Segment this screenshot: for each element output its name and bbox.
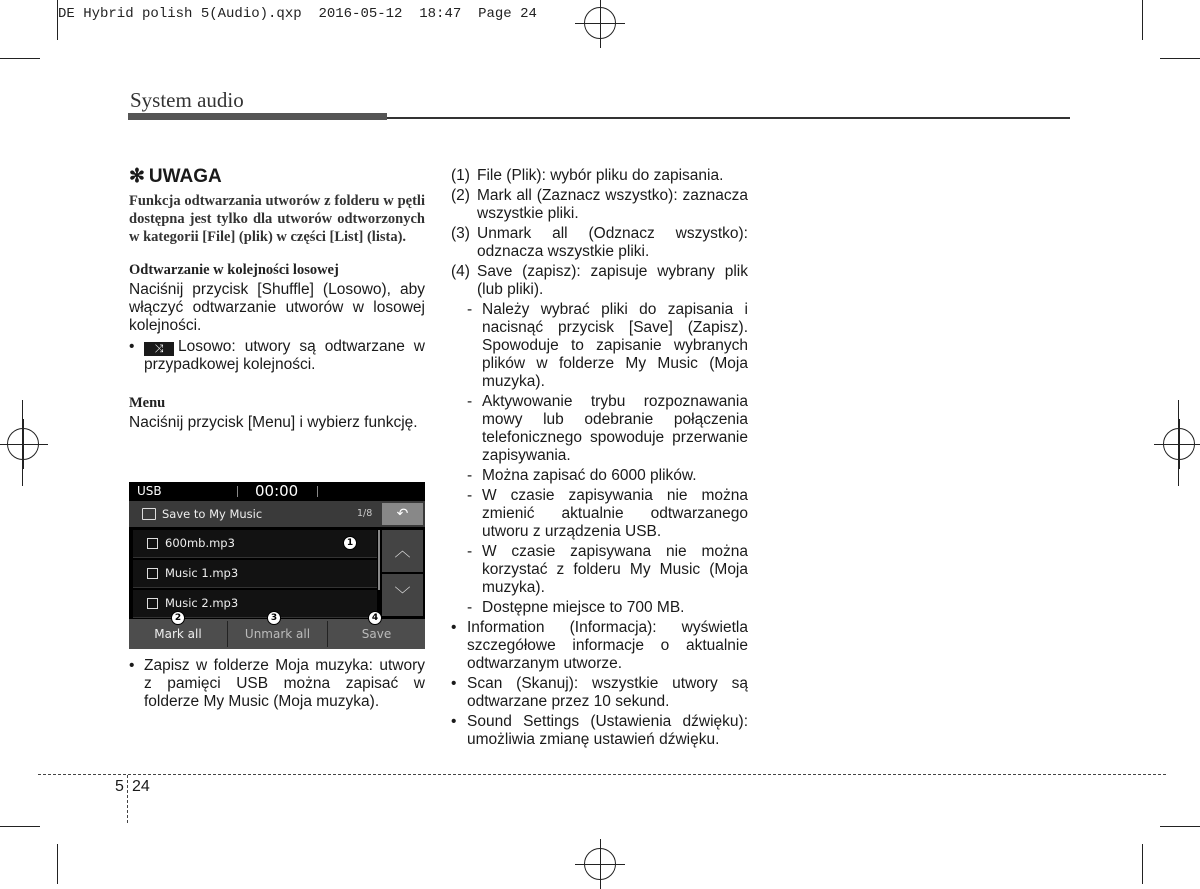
bullet-item: • Scan (Skanuj): wszystkie utwory są odtwarzane przez 10 sekund.	[451, 675, 748, 710]
bullet-text: Information (Informacja): wyświetla szczegółowe informacje o aktualnie odtwarzanym utworze.	[467, 619, 748, 672]
item-text: Unmark all (Odznacz wszystko): odznacza wszystkie pliki.	[477, 225, 748, 260]
note-body: Funkcja odtwarzania utworów z folderu w pętli dostępna jest tylko dla utworów odtworzonych w kategorii [File] (plik) w części [List] (lista).	[129, 193, 425, 245]
scroll-down-button[interactable]	[382, 574, 423, 616]
bullet-dot: •	[129, 338, 135, 355]
file-name: Music 2.mp3	[165, 596, 239, 610]
scroll-up-button[interactable]	[382, 530, 423, 572]
callout-3: 3	[267, 611, 281, 625]
mark-all-button[interactable]: Mark all	[154, 627, 202, 641]
right-column	[451, 167, 748, 751]
divider	[317, 486, 318, 497]
save-bullet	[129, 657, 425, 711]
crop-mark	[0, 826, 40, 827]
numbered-item	[451, 167, 748, 185]
file-row[interactable]	[133, 590, 377, 618]
crop-mark	[57, 844, 58, 884]
callout-1: 1	[343, 536, 357, 550]
save-bullet-text: Zapisz w folderze Moja muzyka: utwory z pamięci USB można zapisać w folderze My Music (Moja muzyka).	[144, 657, 425, 710]
dash-text: Można zapisać do 6000 plików.	[482, 467, 697, 484]
file-name: Music 1.mp3	[165, 566, 239, 580]
checkbox[interactable]	[147, 538, 158, 549]
dash-item: - W czasie zapisywana nie można korzystać z folderu My Music (Moja muzyka).	[467, 543, 748, 596]
file-row[interactable]	[133, 560, 377, 588]
footer-rule	[38, 774, 1166, 775]
back-button[interactable]	[382, 503, 423, 525]
chevron-up-icon: ︿	[394, 541, 411, 560]
title-rule	[128, 113, 387, 120]
crop-mark	[1178, 400, 1179, 486]
menu-heading: Menu	[129, 395, 166, 411]
checkbox[interactable]	[147, 568, 158, 579]
crop-mark	[57, 0, 58, 40]
page-indicator: 1/8	[357, 508, 373, 519]
numbered-item	[451, 225, 748, 261]
crop-mark	[22, 400, 23, 486]
usb-screen	[129, 482, 425, 649]
callout-2: 2	[171, 611, 185, 625]
crop-mark	[1160, 826, 1200, 827]
registration-mark-icon	[584, 7, 616, 39]
folder-title: Save to My Music	[162, 507, 263, 521]
dash-text: W czasie zapisywania nie można zmienić aktualnie odtwarzanego utworu z urządzenia USB.	[482, 487, 748, 540]
left-column	[129, 165, 425, 432]
crop-mark	[1142, 844, 1143, 884]
dash-item: - Dostępne miejsce to 700 MB.	[467, 599, 748, 617]
shuffle-text: Naciśnij przycisk [Shuffle] (Losowo), aby włączyć odtwarzanie utworów w losowej kolejności.	[129, 281, 425, 334]
source-label: USB	[137, 484, 162, 498]
clock: 00:00	[255, 482, 299, 500]
dash-item: - Należy wybrać pliki do zapisania i nacisnąć przycisk [Save] (Zapisz). Spowoduje to zapisanie wybranych plików w folderze My Music (Moja muzyka).	[467, 301, 748, 390]
item-text: Save (zapisz): zapisuje wybrany plik (lub pliki).	[477, 263, 748, 298]
unmark-all-button[interactable]: Unmark all	[244, 627, 311, 641]
note-heading-text: UWAGA	[148, 165, 222, 187]
item-number: (4)	[451, 263, 470, 280]
status-bar	[129, 482, 425, 501]
registration-mark-icon	[584, 848, 616, 880]
bullet-item: • Information (Informacja): wyświetla szczegółowe informacje o aktualnie odtwarzanym utworze.	[451, 619, 748, 672]
numbered-item	[451, 263, 748, 299]
menu-text: Naciśnij przycisk [Menu] i wybierz funkcję.	[129, 414, 418, 431]
crop-mark	[0, 58, 40, 59]
item-number: (2)	[451, 187, 470, 204]
note-heading	[129, 165, 425, 188]
item-text: File (Plik): wybór pliku do zapisania.	[477, 167, 724, 184]
item-number: (1)	[451, 167, 470, 184]
print-header: DE Hybrid polish 5(Audio).qxp 2016-05-12 18:47 Page 24	[58, 6, 537, 22]
title-rule	[387, 117, 1070, 119]
file-name: 600mb.mp3	[165, 536, 235, 550]
page-number: 24	[132, 778, 150, 795]
chevron-down-icon: ﹀	[394, 585, 411, 604]
item-text: Mark all (Zaznacz wszystko): zaznacza wszystkie pliki.	[477, 187, 748, 222]
file-row[interactable]	[133, 530, 377, 558]
dash-item: - Można zapisać do 6000 plików.	[467, 467, 748, 485]
scrollbar[interactable]	[378, 530, 380, 590]
dash-text: W czasie zapisywana nie można korzystać z folderu My Music (Moja muzyka).	[482, 543, 748, 596]
shuffle-bullet-text: Losowo: utwory są odtwarzane w przypadkowej kolejności.	[144, 338, 425, 373]
crop-mark	[1142, 0, 1143, 40]
page-chapter: 5	[115, 778, 124, 795]
folder-icon	[142, 508, 156, 520]
checkbox[interactable]	[147, 598, 158, 609]
dash-text: Należy wybrać pliki do zapisania i nacisnąć przycisk [Save] (Zapisz). Spowoduje to zapisanie wybranych plików w folderze My Music (Moja muzyka).	[482, 301, 748, 390]
item-number: (3)	[451, 225, 470, 242]
shuffle-heading: Odtwarzanie w kolejności losowej	[129, 262, 339, 278]
folder-title-bar	[129, 501, 425, 527]
footer-rule	[127, 775, 128, 823]
bullet-item: • Sound Settings (Ustawienia dźwięku): umożliwia zmianę ustawień dźwięku.	[451, 713, 748, 748]
dash-text: Aktywowanie trybu rozpoznawania mowy lub odebranie połączenia telefonicznego spowoduje przerwanie zapisywania.	[482, 393, 748, 464]
save-button[interactable]: Save	[361, 627, 392, 641]
crop-mark	[1160, 58, 1200, 59]
bullet-dot: •	[129, 657, 135, 674]
shuffle-icon: ⤨	[144, 342, 174, 356]
callout-4: 4	[368, 611, 382, 625]
registration-mark-icon	[1163, 428, 1195, 460]
section-title: System audio	[130, 88, 244, 112]
dash-item: - Aktywowanie trybu rozpoznawania mowy lub odebranie połączenia telefonicznego spowoduje przerwanie zapisywania.	[467, 393, 748, 464]
dash-text: Dostępne miejsce to 700 MB.	[482, 599, 685, 616]
registration-mark-icon	[7, 428, 39, 460]
bullet-text: Scan (Skanuj): wszystkie utwory są odtwarzane przez 10 sekund.	[467, 675, 748, 710]
divider	[237, 486, 238, 497]
dash-item: - W czasie zapisywania nie można zmienić aktualnie odtwarzanego utworu z urządzenia USB.	[467, 487, 748, 540]
bullet-text: Sound Settings (Ustawienia dźwięku): umożliwia zmianę ustawień dźwięku.	[467, 713, 748, 748]
numbered-item	[451, 187, 748, 223]
shuffle-bullet	[129, 338, 425, 374]
asterisk-icon: ✻	[129, 166, 145, 187]
back-icon: ↶	[396, 506, 409, 522]
